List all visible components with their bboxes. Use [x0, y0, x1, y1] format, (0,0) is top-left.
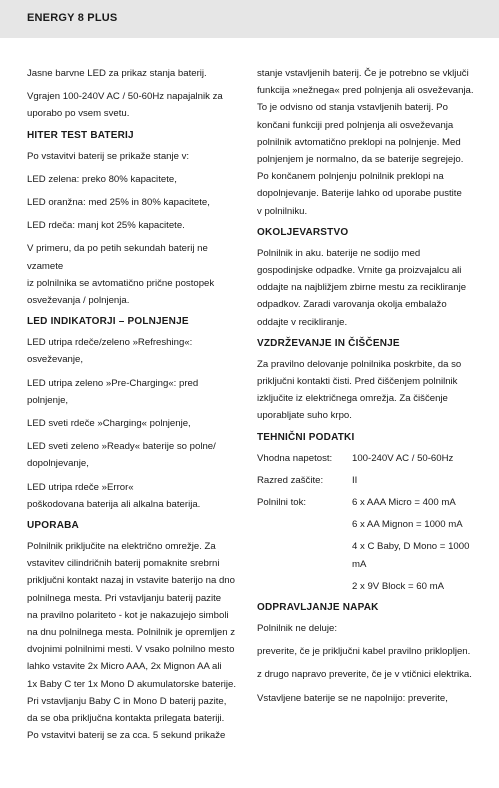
text-line: LED utripa rdeče »Error«: [27, 481, 134, 493]
text-line: uporabo po vsem svetu.: [27, 108, 130, 120]
paragraph: [27, 88, 239, 122]
page-header: [0, 0, 499, 38]
text-line: oddajte v recikliranje.: [257, 316, 348, 328]
text-line: poškodovana baterija ali alkalna baterija.: [27, 498, 201, 510]
text-line: izključite iz električnega omrežja. Za čiščenje: [257, 393, 448, 405]
tech-key: Razred zaščite:: [257, 474, 324, 486]
tech-key: [257, 578, 352, 595]
section-heading: TEHNIČNI PODATKI: [257, 431, 355, 443]
section-heading: UPORABA: [27, 520, 79, 532]
paragraph: [27, 438, 239, 472]
tech-key: [257, 516, 352, 533]
text-line: LED sveti rdeče »Charging« polnjenje,: [27, 418, 191, 430]
text-line: Po vstavitvi baterij se prikaže stanje v:: [27, 150, 190, 162]
section-heading: LED INDIKATORJI – POLNJENJE: [27, 316, 189, 328]
right-column: [257, 65, 477, 713]
text-line: dopolnjevanje. Baterije lahko od uporabe pustite: [257, 188, 462, 200]
paragraph: [27, 334, 239, 368]
text-line: To je odvisno od stanja vstavljenih baterij. Po: [257, 102, 448, 114]
text-line: iz polnilnika se avtomatično prične postopek: [27, 277, 215, 289]
text-line: na dnu polnilnega mesta. Polnilnik je opremljen z: [27, 627, 235, 639]
text-line: Jasne barvne LED za prikaz stanja baterij.: [27, 68, 207, 79]
text-line: polnjenjem je normalno, da se baterije segrejejo.: [257, 154, 464, 166]
text-line: polnilnik avtomatično preklopi na polnjenje. Med: [257, 136, 461, 148]
tech-row: [257, 538, 477, 572]
text-line: Po vstavitvi baterij se za cca. 5 sekund prikaže: [27, 730, 226, 742]
text-line: lahko vstavite 2x Micro AAA, 2x Mignon AA ali: [27, 661, 222, 673]
text-line: dopolnjevanje,: [27, 458, 89, 470]
paragraph: [27, 171, 239, 188]
text-line: priključni kontakt nazaj in vstavite baterijo na dno: [27, 575, 235, 587]
section-heading: VZDRŽEVANJE IN ČIŠČENJE: [257, 337, 400, 349]
paragraph: [257, 356, 477, 425]
text-line: Polnilnik priključite na električno omrežje. Za: [27, 541, 216, 553]
text-line: LED rdeča: manj kot 25% kapacitete.: [27, 220, 185, 232]
tech-row: [257, 450, 477, 467]
tech-value: 2 x 9V Block = 60 mA: [352, 580, 444, 592]
section-heading: ODPRAVLJANJE NAPAK: [257, 602, 379, 614]
paragraph: [257, 65, 477, 220]
text-line: 1x Baby C ter 1x Mono D akumulatorske baterije.: [27, 678, 237, 690]
paragraph: [27, 375, 239, 409]
text-line: Pri vstavljanju Baby C in Mono D baterij pazite,: [27, 695, 227, 707]
tech-specs-table: [257, 450, 477, 595]
tech-row: [257, 472, 477, 489]
paragraph: [257, 643, 477, 660]
text-line: na pravilno polariteto - kot je nakazujejo simboli: [27, 609, 229, 621]
text-line: V primeru, da po petih sekundah baterij ne vzamete: [27, 243, 208, 272]
text-line: funkcija »nežnega« pred polnjenja ali osveževanja.: [257, 85, 474, 97]
text-line: Polnilnik ne deluje:: [257, 623, 338, 635]
tech-row: [257, 578, 477, 595]
tech-row: [257, 516, 477, 533]
text-line: Vgrajen 100-240V AC / 50-60Hz napajalnik za: [27, 91, 223, 103]
text-line: z drugo napravo preverite, če je v vtičnici elektrika.: [257, 669, 472, 681]
text-line: LED utripa rdeče/zeleno »Refreshing«: osveževanje,: [27, 337, 193, 366]
text-line: stanje vstavljenih baterij. Če je potrebno se vključi: [257, 68, 469, 79]
text-line: v polnilniku.: [257, 205, 308, 217]
paragraph: [27, 240, 239, 309]
page-title: ENERGY 8 PLUS: [27, 12, 118, 24]
tech-value: 4 x C Baby, D Mono = 1000 mA: [352, 541, 470, 570]
text-line: polnilnega mesta. Pri vstavljanju baterij pazite: [27, 592, 222, 604]
text-line: končani funkciji pred polnjenja ali osveževanja: [257, 119, 454, 131]
text-line: oddajte na najbližjem zbirne mestu za recikliranje: [257, 282, 467, 294]
paragraph: [27, 194, 239, 211]
paragraph: [27, 148, 239, 165]
text-line: LED sveti zeleno »Ready« baterije so polne/: [27, 441, 216, 453]
tech-key: Vhodna napetost:: [257, 452, 333, 464]
text-line: da se oba priključna kontakta prilegata bateriji.: [27, 713, 225, 725]
paragraph: [257, 620, 477, 637]
paragraph: [27, 479, 239, 513]
text-line: uporabljate suho krpo.: [257, 410, 352, 422]
paragraph: [27, 538, 239, 744]
left-column: [27, 65, 239, 751]
text-line: LED oranžna: med 25% in 80% kapacitete,: [27, 197, 210, 209]
tech-row: [257, 494, 477, 511]
text-line: Po končanem polnjenju polnilnik preklopi na: [257, 171, 444, 183]
text-line: Polnilnik in aku. baterije ne sodijo med: [257, 247, 421, 259]
tech-value: 6 x AA Mignon = 1000 mA: [352, 519, 463, 531]
text-line: gospodinjske odpadke. Vrnite ga proizvajalcu ali: [257, 265, 462, 277]
text-line: odpadkov. Zaradi varovanja okolja embalažo: [257, 299, 447, 311]
paragraph: [257, 690, 477, 707]
paragraph: [257, 666, 477, 683]
tech-key: [257, 538, 352, 572]
text-line: dvojnimi polnilnimi mesti. V vsako polnilno mesto: [27, 644, 235, 656]
section-heading: HITER TEST BATERIJ: [27, 129, 134, 141]
text-line: Vstavljene baterije se ne napolnijo: preverite,: [257, 692, 448, 704]
text-line: preverite, če je priključni kabel pravilno priklopljen.: [257, 646, 471, 658]
paragraph: [27, 217, 239, 234]
text-line: Za pravilno delovanje polnilnika poskrbite, da so: [257, 358, 462, 370]
text-line: LED utripa zeleno »Pre-Charging«: pred polnjenje,: [27, 377, 199, 406]
paragraph: [257, 245, 477, 331]
text-line: LED zelena: preko 80% kapacitete,: [27, 173, 177, 185]
tech-key: Polnilni tok:: [257, 497, 307, 509]
tech-value: 6 x AAA Micro = 400 mA: [352, 497, 456, 509]
paragraph: [27, 65, 239, 82]
tech-value: 100-240V AC / 50-60Hz: [352, 452, 454, 464]
tech-value: II: [352, 474, 358, 486]
text-line: osveževanja / polnjenja.: [27, 295, 130, 307]
text-line: vstavitev cilindričnih baterij pomaknite srebrni: [27, 558, 220, 570]
section-heading: OKOLJEVARSTVO: [257, 226, 349, 238]
paragraph: [27, 415, 239, 432]
text-line: priključni kontakti čisti. Pred čiščenjem polnilnik: [257, 376, 458, 388]
